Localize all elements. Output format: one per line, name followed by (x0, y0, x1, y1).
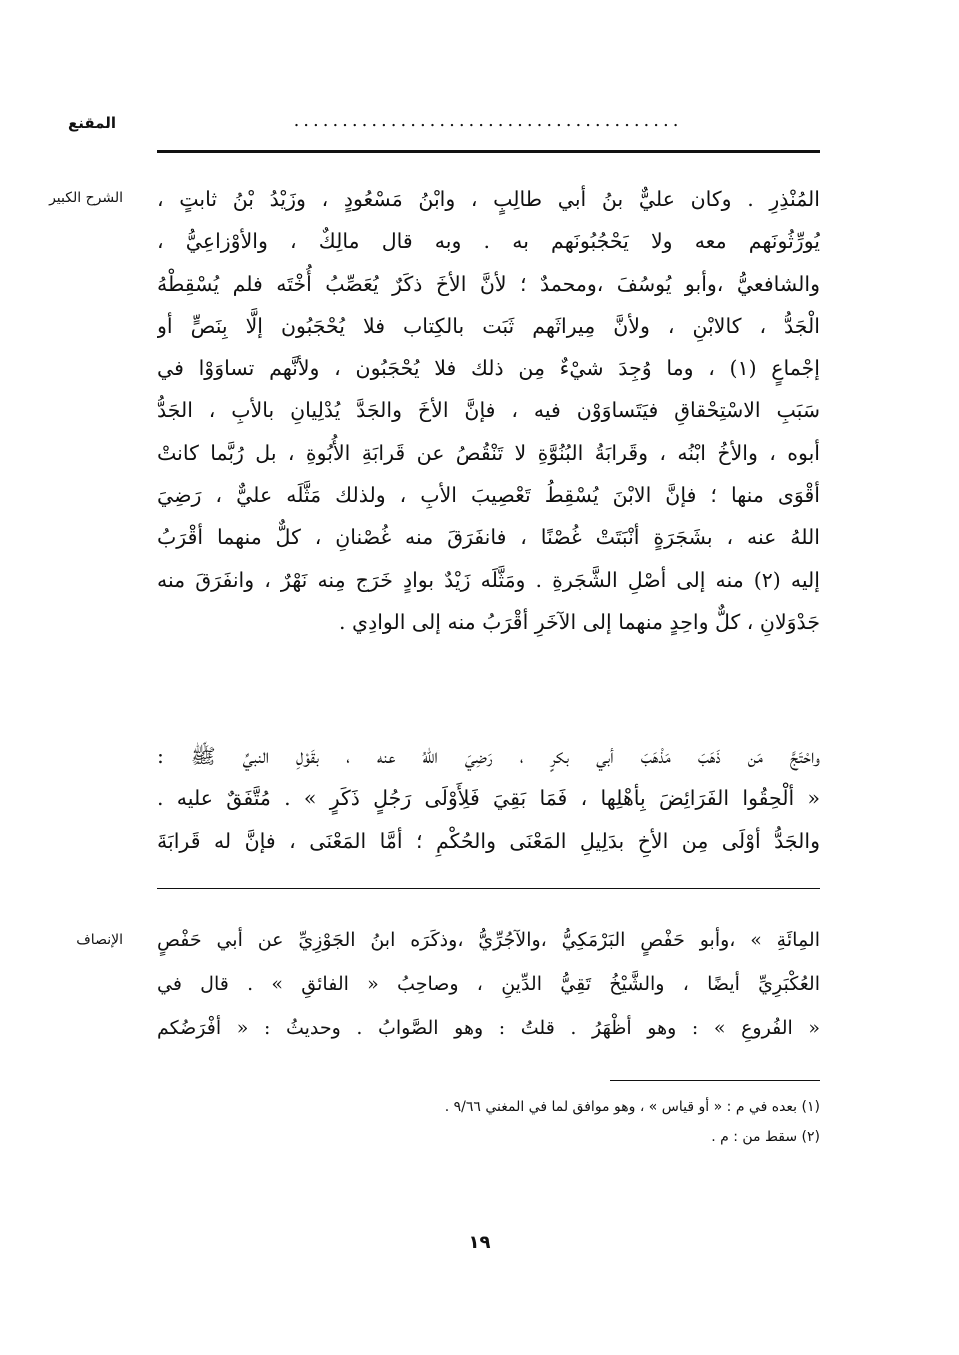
section-divider (157, 888, 820, 889)
text-line: إليه (٢) منه إلى أصْلِ الشَّجَرةِ . ومَثَّلَه زَيْدٌ بوادٍ خَرَج مِنه نَهْرٌ ، وانفَرَقَ منه (157, 567, 820, 592)
text-line: الْجَدُّ ، كالابْنِ ، ولأنَّ مِيراثَهم ثَبَت بالكِتاب فلا يُحْجَبُون إلَّا بِنَصٍّ أو (157, 313, 820, 338)
header-leader-dots: ........................................ (293, 111, 683, 131)
text-line: « ألْحِقُوا الفَرَائِضَ بِأهْلِها ، فَمَا بَقِيَ فَلِأَوْلَى رَجُلٍ ذَكَرٍ » . مُتَّفَقٌ عليه . (157, 786, 820, 811)
text-line: اللهُ عنه ، بشَجَرَةٍ أنْبَتَتْ غُصْنًا ، فانفَرَقَ منه غُصْنانِ ، كلٌّ منهما أقْرَبُ (157, 525, 820, 550)
text-line: إجْماعٍ (١) ، وما وُجِدَ شيْءٌ مِن ذلك فلا يُحْجَبُون ، ولأنَّهم تساوَوْا في (157, 356, 820, 381)
page-number: ١٩ (468, 1232, 491, 1253)
text-line: والجَدُّ أوْلَى مِن الأخِ بدَلِيلِ المَعْنَى والحُكْمِ ؛ أمَّا المَعْنَى ، فإنَّ له قَرابَةَ (157, 828, 820, 853)
footnote-rule (610, 1080, 820, 1081)
text-line: العُكْبَرِيِّ أيضًا ، والشَّيْخُ تَقِيُّ الدِّينِ ، وصاحِبُ « الفائقِ » . قال في (157, 973, 820, 995)
margin-label-sharh: الشرح الكبير (49, 190, 123, 206)
text-line: جَدْوَلانِ ، كلٌّ واحِدٍ منهما إلى الآخَرِ أقْرَبُ منه إلى الوادِي . (338, 609, 820, 634)
text-line: أبوه ، والأخُ ابْنُه ، وقَرابَةُ البُنُوَّةِ لا تَنْقُصُ عن قَرابَةِ الأُبُوةِ ، بل رُبَّما كانتْ (157, 440, 820, 465)
text-line: أقْوَى منها ؛ فإنَّ الابْنَ يُسْقِطُ تَعْصِيبَ الأبِ ، ولذلك مَثَّلَه عليٌّ ، رَضِيَ (157, 483, 820, 508)
text-line: يُورِّثُونَهم معه ولا يَحْجُبُونَهم به . وبه قال مالِكٌ ، والأوْزاعِيُّ ، (157, 229, 820, 254)
text-line: المُنْذِرِ . وكان عليٌّ بنُ أبي طالِبٍ ، وابْنُ مَسْعُودٍ ، وزَيْدُ بْنُ ثابتٍ ، (157, 187, 820, 211)
sharh-paragraph-2 (157, 735, 820, 862)
sharh-text-block (157, 178, 820, 643)
text-line: والشافعيُّ ،وأبو يُوسُفَ ،ومحمدٌ ؛ لأنَّ الأخَ ذكَرٌ يُعَصِّبُ أُخْتَه فلم يُسْقِطْهُ (157, 271, 820, 296)
running-title: المقنع (68, 114, 116, 132)
text-line: « الفُروعِ » : وهو أظْهَرُ . قلتُ : وهو الصَّوابُ . وحديثُ : « أفْرَضُكم (157, 1017, 820, 1039)
header-rule (157, 150, 820, 153)
insaf-text-block (157, 918, 820, 1050)
footnote: (٢) سقط من : م . (711, 1129, 820, 1145)
text-line: المِائَةِ » ،وأبو حَفْصٍ البَرْمَكِيُّ ،والآجُرِّيُّ ،وذكَرَه ابنُ الجَوْزِيِّ عن أبي حَفْصٍ (157, 929, 820, 951)
footnotes (157, 1092, 820, 1152)
text-line: واحْتَجَّ مَن ذَهَبَ مَذْهَبَ أبي بكرٍ ، رَضِيَ اللهُ عنه ، بقَوْلِ النبيِّ ﷺ : (157, 744, 820, 768)
text-line: سَبَبِ الاسْتِحْقاقِ فيَتَساوَوْن فيه ، فإنَّ الأخَ والجَدَّ يُدْلِيانِ بالأبِ ، الجَدُّ (157, 398, 820, 423)
footnote: (١) بعده في م : « أو قياس » ، وهو موافق لما في المغني ٩/٦٦ . (444, 1099, 820, 1115)
margin-label-insaf: الإنصاف (76, 932, 123, 948)
